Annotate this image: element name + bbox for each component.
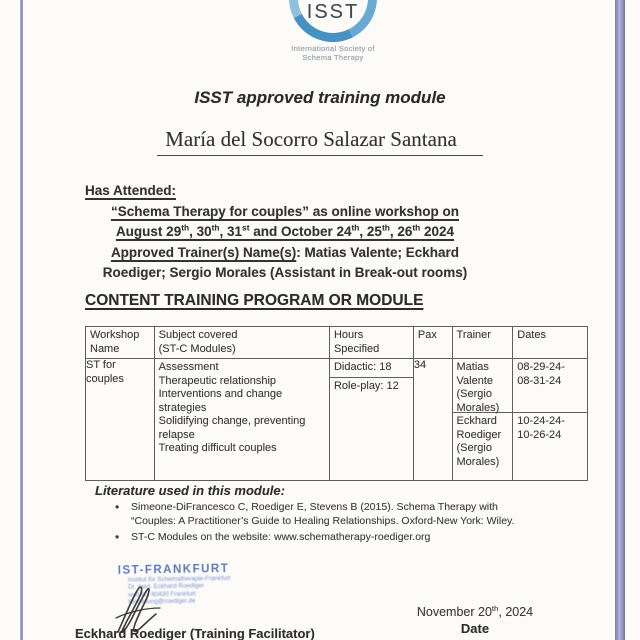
stamp-line3: Dr. med. Eckhard Roediger — [127, 582, 205, 591]
cell-dates — [513, 359, 588, 481]
content-program-heading: CONTENT TRAINING PROGRAM OR MODULE — [85, 292, 424, 309]
trainer-session-2: Eckhard Roediger (Sergio Morales) — [456, 415, 502, 468]
certificate-title: ISST approved training module — [194, 88, 446, 107]
trainers-label: Approved Trainer(s) Name(s) — [110, 244, 297, 260]
cell-pax: 34 — [413, 359, 452, 481]
training-program-table — [85, 326, 588, 481]
facilitator-name: Eckhard Roediger (Training Facilitator) — [75, 626, 315, 640]
recipient-name: María del Socorro Salazar Santana — [157, 127, 483, 156]
header-hours-specified: Hours Specified — [329, 327, 413, 359]
cell-trainer — [452, 359, 513, 481]
header-subject-covered: Subject covered (ST-C Modules) — [154, 327, 329, 359]
stamp-institute-name: IST-FRANKFURT — [117, 562, 230, 577]
subject-item: Solidifying change, preventing relapse — [158, 415, 306, 441]
date-block — [400, 605, 550, 636]
hours-didactic: Didactic: 18 — [330, 359, 413, 378]
dates-session-1: 08-29-24- 08-31-24 — [513, 359, 587, 413]
trainers-line1 — [60, 243, 510, 264]
workshop-dates-line — [60, 222, 510, 243]
trainers-names-part1: : Matias Valente; Eckhard — [296, 244, 460, 260]
header-dates: Dates — [513, 327, 588, 359]
header-trainer: Trainer — [452, 327, 513, 359]
literature-section — [95, 483, 555, 547]
literature-item: • ST-C Modules on the website: www.schematherapy-roediger.org — [131, 531, 531, 545]
date-label: Date — [460, 621, 490, 636]
literature-heading: Literature used in this module: — [95, 483, 285, 498]
subject-item: Therapeutic relationship — [158, 374, 277, 387]
cell-workshop-name: ST for couples — [86, 359, 155, 481]
isst-logo-caption — [233, 45, 433, 62]
literature-item: • Simeone-DiFrancesco C, Roediger E, Stevens B (2015). Schema Therapy with “Couples: A Practitioner’s Guide to Healing Relationships. Oxford-New York: Wiley. — [131, 501, 531, 528]
cell-hours — [329, 359, 413, 481]
table-header-row — [86, 327, 588, 359]
isst-logo-acronym: ISST — [306, 1, 360, 23]
trainers-line2: Roediger; Sergio Morales (Assistant in Break-out rooms) — [102, 265, 468, 280]
stamp-line5: fortbildung@roediger.de — [128, 597, 196, 606]
recipient-name-row — [0, 127, 640, 156]
isst-logo-caption-line2: Schema Therapy — [302, 52, 364, 62]
dates-session-2: 10-24-24- 10-26-24 — [517, 415, 565, 441]
hours-roleplay: Role-play: 12 — [333, 379, 399, 392]
subject-item: Interventions and change strategies — [158, 388, 283, 414]
subject-item: Assessment — [158, 361, 219, 373]
date-value: November 20th, 2024 — [416, 603, 534, 619]
subject-item: Treating difficult couples — [158, 442, 277, 454]
header-pax: Pax — [413, 327, 452, 359]
attendance-section — [60, 181, 510, 284]
stamp-line2: Institut für Schematherapie-Frankfurt — [127, 574, 231, 584]
has-attended-heading: Has Attended: — [85, 183, 177, 198]
workshop-dates-text: August 29th, 30th, 31st and October 24th, 25th, 26th 2024 — [115, 222, 455, 239]
trainer-session-1: Matias Valente (Sergio Morales) — [453, 359, 513, 413]
cell-subjects — [154, 359, 329, 481]
header-workshop-name: Workshop Name — [86, 327, 155, 359]
table-body-row — [86, 359, 588, 481]
isst-logo-caption-line1: International Society of — [291, 44, 375, 53]
workshop-line: “Schema Therapy for couples” as online workshop on — [110, 203, 460, 219]
stamp-line4: wall 62, 60430 Frankfurt — [128, 590, 196, 599]
